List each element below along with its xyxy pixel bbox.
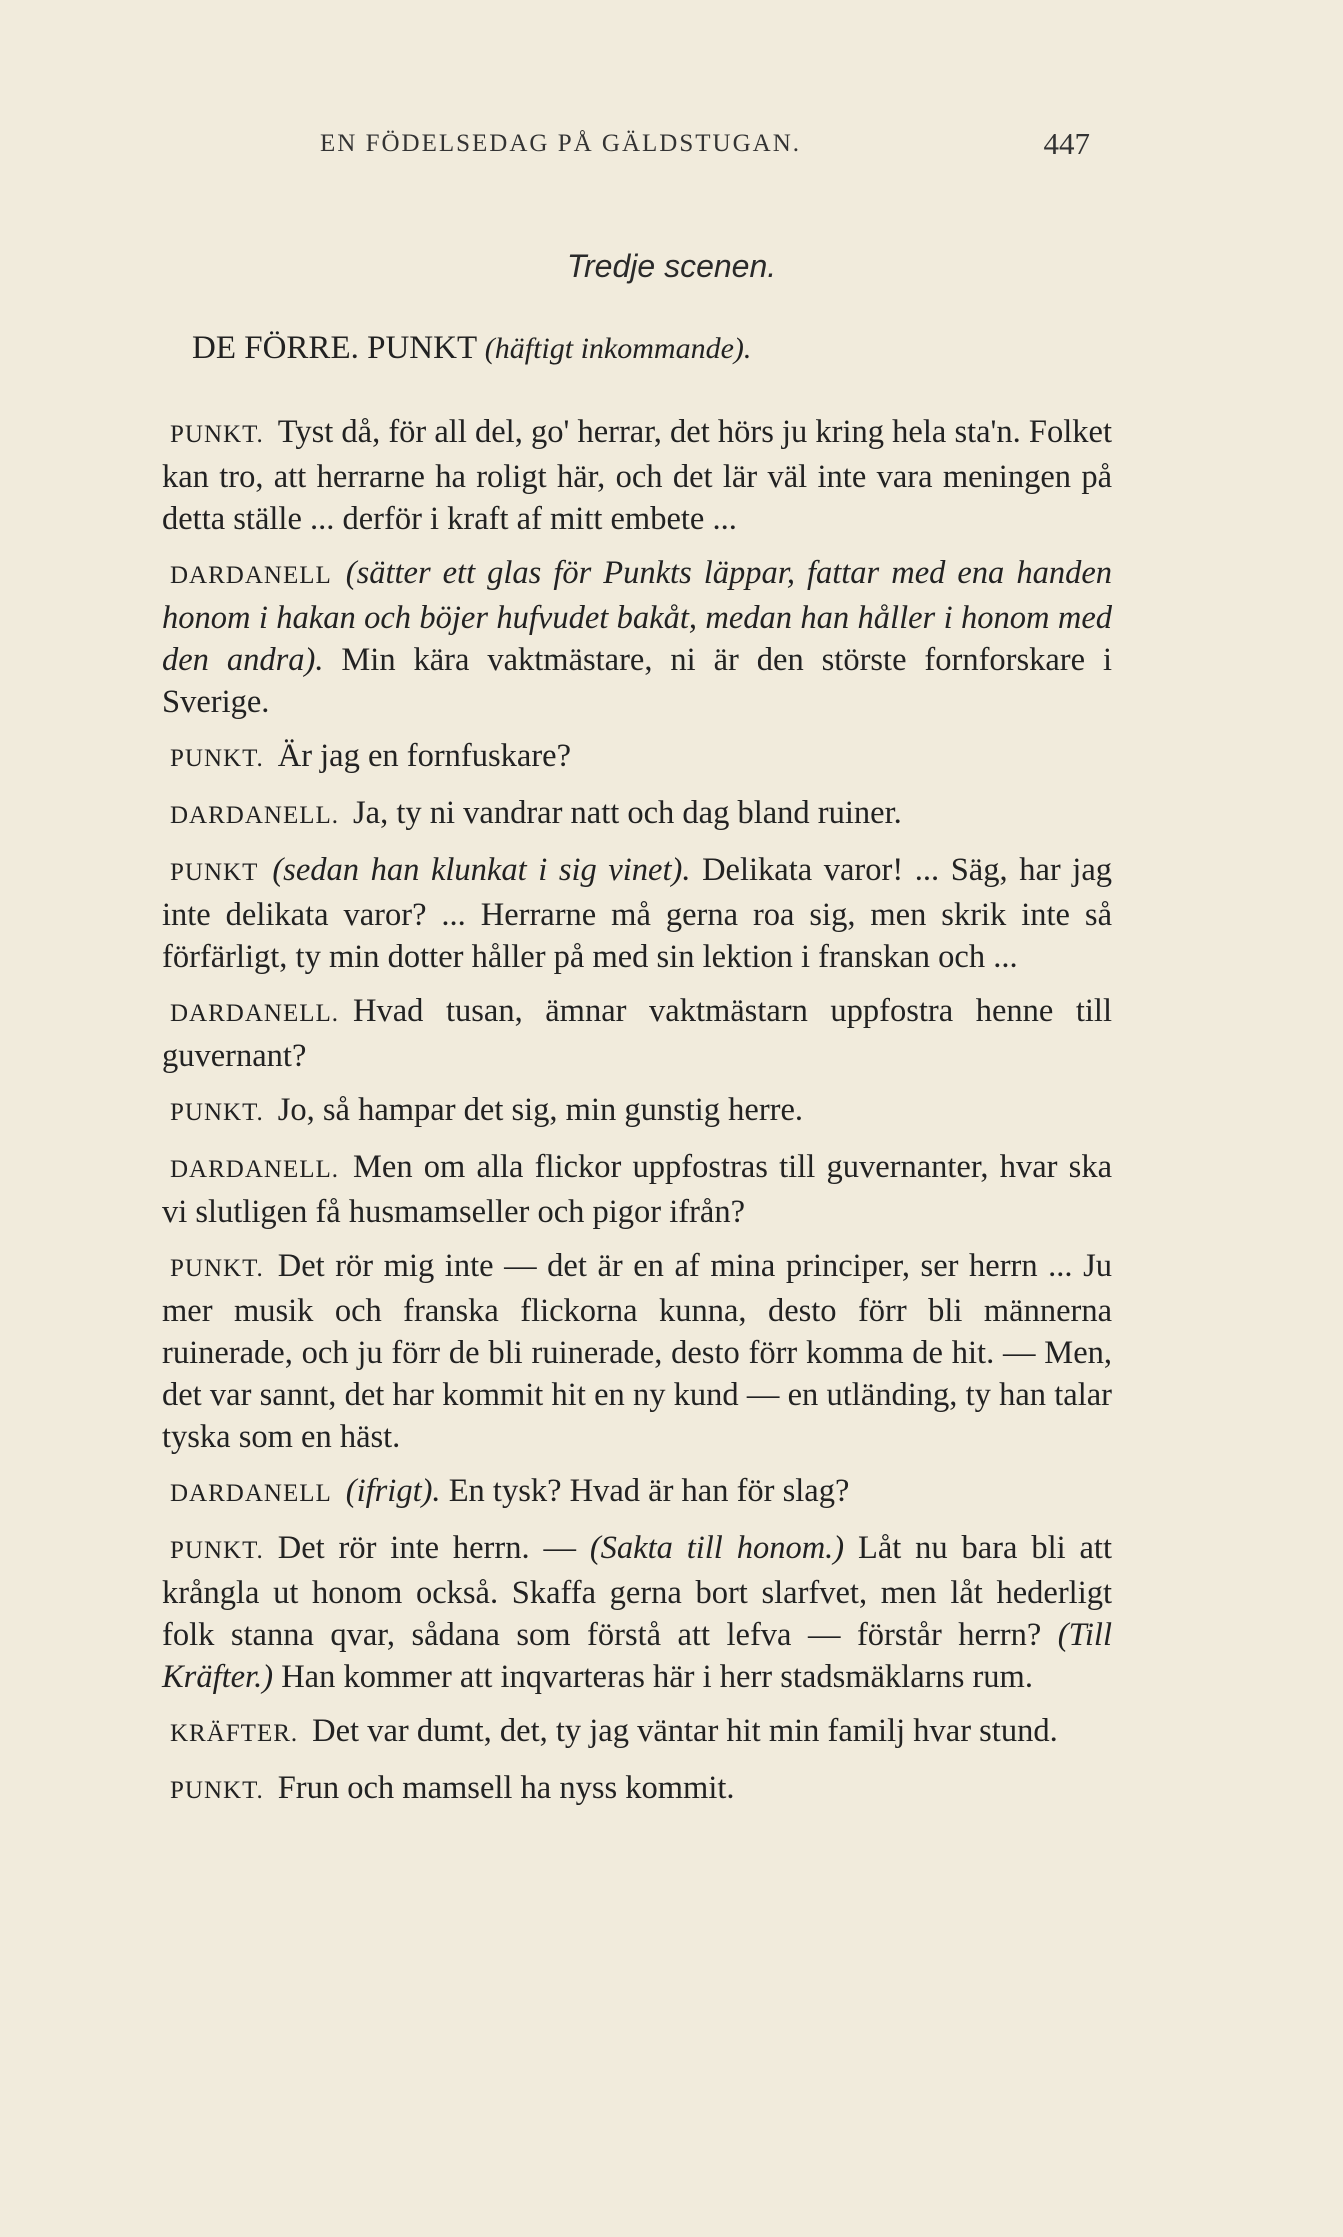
speech (162, 1089, 1112, 1134)
speech-text: Är jag en fornfuskare? (277, 738, 571, 774)
speech (162, 1470, 1112, 1515)
speaker: DARDANELL (170, 562, 332, 589)
stage-direction: (ifrigt). (345, 1473, 441, 1509)
speech (162, 849, 1112, 978)
speaker: PUNKT. (170, 745, 264, 772)
dialogue (162, 411, 1112, 1824)
speaker: PUNKT (170, 859, 259, 886)
speaker: DARDANELL (170, 1480, 332, 1507)
speech (162, 735, 1112, 780)
speech (162, 792, 1112, 837)
speaker: PUNKT. (170, 1255, 264, 1282)
running-title: EN FÖDELSEDAG PÅ GÄLDSTUGAN. (320, 130, 801, 157)
speech-text: Jo, så hampar det sig, min gunstig herre. (277, 1092, 804, 1128)
speech-text: Det rör inte herrn. — (277, 1530, 576, 1566)
running-head (320, 126, 1090, 161)
speech-text: Min kära vaktmästare, ni är den störste fornforskare i Sverige. (162, 642, 1112, 720)
stage-direction: (Till Kräfter.) (162, 1617, 1112, 1695)
speech-text: Ja, ty ni vandrar natt och dag bland ruiner. (353, 795, 902, 831)
speaker: KRÄFTER. (170, 1720, 299, 1747)
stage-direction: (sedan han klunkat i sig vinet). (272, 852, 691, 888)
speech-text: En tysk? Hvad är han för slag? (448, 1473, 850, 1509)
speech-text: Men om alla flickor uppfostras till guvernanter, hvar ska vi slutligen få husmamseller och pigor ifrån? (162, 1149, 1112, 1230)
speech-text: Frun och mamsell ha nyss kommit. (277, 1770, 735, 1806)
speech-text: Det var dumt, det, ty jag väntar hit min familj hvar stund. (312, 1713, 1058, 1749)
cast-line (192, 330, 751, 367)
speaker: DARDANELL. (170, 802, 340, 829)
speaker: PUNKT. (170, 1537, 264, 1564)
speech-text: Delikata varor! ... Säg, har jag inte delikata varor? ... Herrarne må gerna roa sig, men skrik inte så förfärligt, ty min dotter håller på med sin lektion i franskan och ... (162, 852, 1113, 975)
speech-text: Hvad tusan, ämnar vaktmästarn uppfostra henne till guvernant? (162, 993, 1112, 1074)
speech (162, 1767, 1112, 1812)
scene-title: Tredje scenen. (566, 248, 777, 284)
speech (162, 552, 1112, 723)
speech-text: Låt nu bara bli att krångla ut honom också. Skaffa gerna bort slarfvet, men låt hederligt folk stanna qvar, sådana som förstå att lefva — förstår herrn? (162, 1530, 1112, 1653)
page-number: 447 (1043, 126, 1090, 161)
speech-text: Han kommer att inqvarteras här i herr stadsmäklarns rum. (281, 1659, 1033, 1695)
speaker: DARDANELL. (170, 1000, 340, 1027)
speech (162, 1527, 1112, 1698)
speech (162, 1146, 1112, 1233)
speaker: DARDANELL. (170, 1156, 340, 1183)
stage-direction: (häftigt inkommande). (484, 332, 752, 365)
speaker: PUNKT. (170, 1099, 264, 1126)
speaker: PUNKT. (170, 421, 264, 448)
speech-text: Tyst då, för all del, go' herrar, det hörs ju kring hela sta'n. Folket kan tro, att herrarne ha roligt här, och det lär väl inte vara meningen på detta ställe ... derför i kraft af mitt embete ... (162, 414, 1112, 537)
cast-names: DE FÖRRE. PUNKT (192, 330, 477, 366)
stage-direction: (sätter ett glas för Punkts läppar, fattar med ena handen honom i hakan och böjer hufvudet bakåt, medan han håller i honom med den andra). (162, 555, 1112, 678)
speech (162, 411, 1112, 540)
stage-direction: (Sakta till honom.) (589, 1530, 845, 1566)
speech-text: Det rör mig inte — det är en af mina principer, ser herrn ... Ju mer musik och franska flickorna kunna, desto förr bli männerna ruinerade, och ju förr de bli ruinerade, desto förr komma de hit. — Men, det var sannt, det har kommit hit en ny kund — en utländing, ty han talar tyska som en häst. (162, 1248, 1112, 1455)
speech (162, 1710, 1112, 1755)
speech (162, 1245, 1112, 1458)
speech (162, 990, 1112, 1077)
speaker: PUNKT. (170, 1777, 264, 1804)
